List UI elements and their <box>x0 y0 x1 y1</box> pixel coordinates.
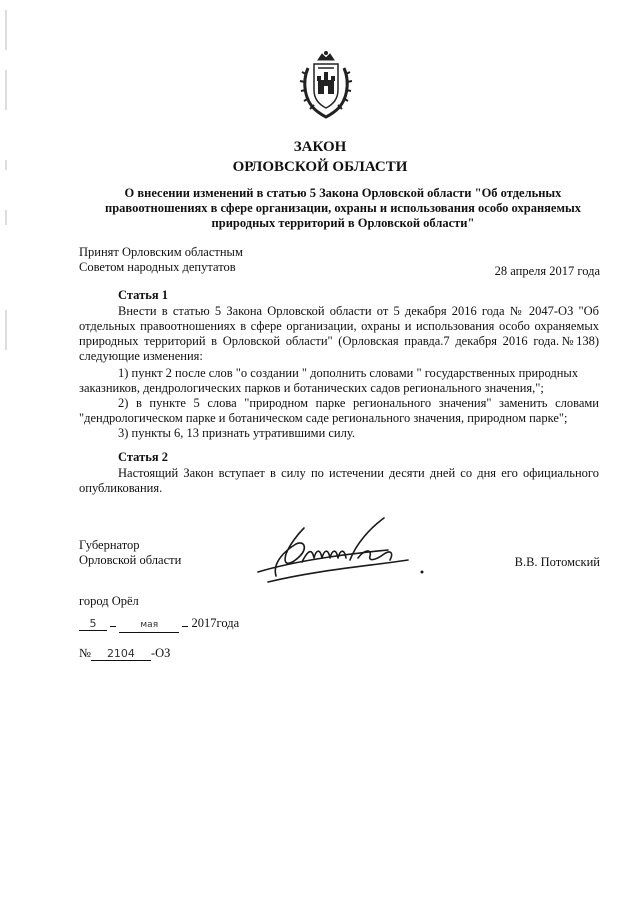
adoption-info <box>79 245 339 275</box>
law-number <box>79 646 170 661</box>
governor-title-line: Орловской области <box>79 553 182 567</box>
article-2-text: Настоящий Закон вступает в силу по истечении десяти дней со дня его официального опубликования. <box>79 466 599 495</box>
subject-line: О внесении изменений в статью 5 Закона Орловской области "Об отдельных <box>124 186 562 200</box>
signing-month: мая <box>119 619 179 633</box>
adoption-line: Принят Орловским областным <box>79 245 243 259</box>
city: город Орёл <box>79 594 139 608</box>
article-1-item-1-cont: заказников, дендрологических парков и ботанических садов регионального значения,"; <box>79 381 544 395</box>
governor-title-line: Губернатор <box>79 538 140 552</box>
signing-date <box>79 616 239 633</box>
article-1-intro: Внести в статью 5 Закона Орловской области от 5 декабря 2016 года № 2047-ОЗ "Об отдельных правоотношениях в сфере организации, охраны и использования особо охраняемых природных территорий в Орловской области" (Орловская правда.7 декабря 2016 года.№138) следующие изменения: <box>79 304 599 363</box>
signing-day: 5 <box>79 617 107 631</box>
law-number-value: 2104 <box>91 647 151 661</box>
handwritten-signature <box>238 510 438 585</box>
article-1-item-2-cont: "дендрологическом парке и ботаническом саде регионального значения, природном парке"; <box>79 411 568 425</box>
adoption-date: 28 апреля 2017 года <box>494 264 600 278</box>
subject-line: правоотношениях в сфере организации, охраны и использования особо охраняемых <box>105 201 581 215</box>
law-title: ЗАКОН <box>293 139 347 155</box>
article-1-heading: Статья 1 <box>118 288 168 302</box>
number-sign: № <box>79 646 91 660</box>
number-suffix: -ОЗ <box>150 646 171 660</box>
governor-name: В.В. Потомский <box>514 555 600 569</box>
subject-line: природных территорий в Орловской области" <box>211 216 475 230</box>
adoption-line: Советом народных депутатов <box>79 260 236 274</box>
region-title: ОРЛОВСКОЙ ОБЛАСТИ <box>232 159 408 175</box>
signing-year: 2017года <box>191 616 240 630</box>
scan-margin-marks <box>3 10 9 350</box>
article-1-item-3: 3) пункты 6, 13 признать утратившими силу. <box>118 426 355 440</box>
article-1-item-2: 2) в пункте 5 слова "природном парке регионального значения" заменить словами <box>118 396 599 410</box>
law-subject <box>100 186 586 231</box>
article-2-heading: Статья 2 <box>118 450 168 464</box>
article-1-item-1: 1) пункт 2 после слов "о создании " дополнить словами " государственных природных <box>118 366 579 380</box>
coat-of-arms-emblem <box>298 50 354 122</box>
